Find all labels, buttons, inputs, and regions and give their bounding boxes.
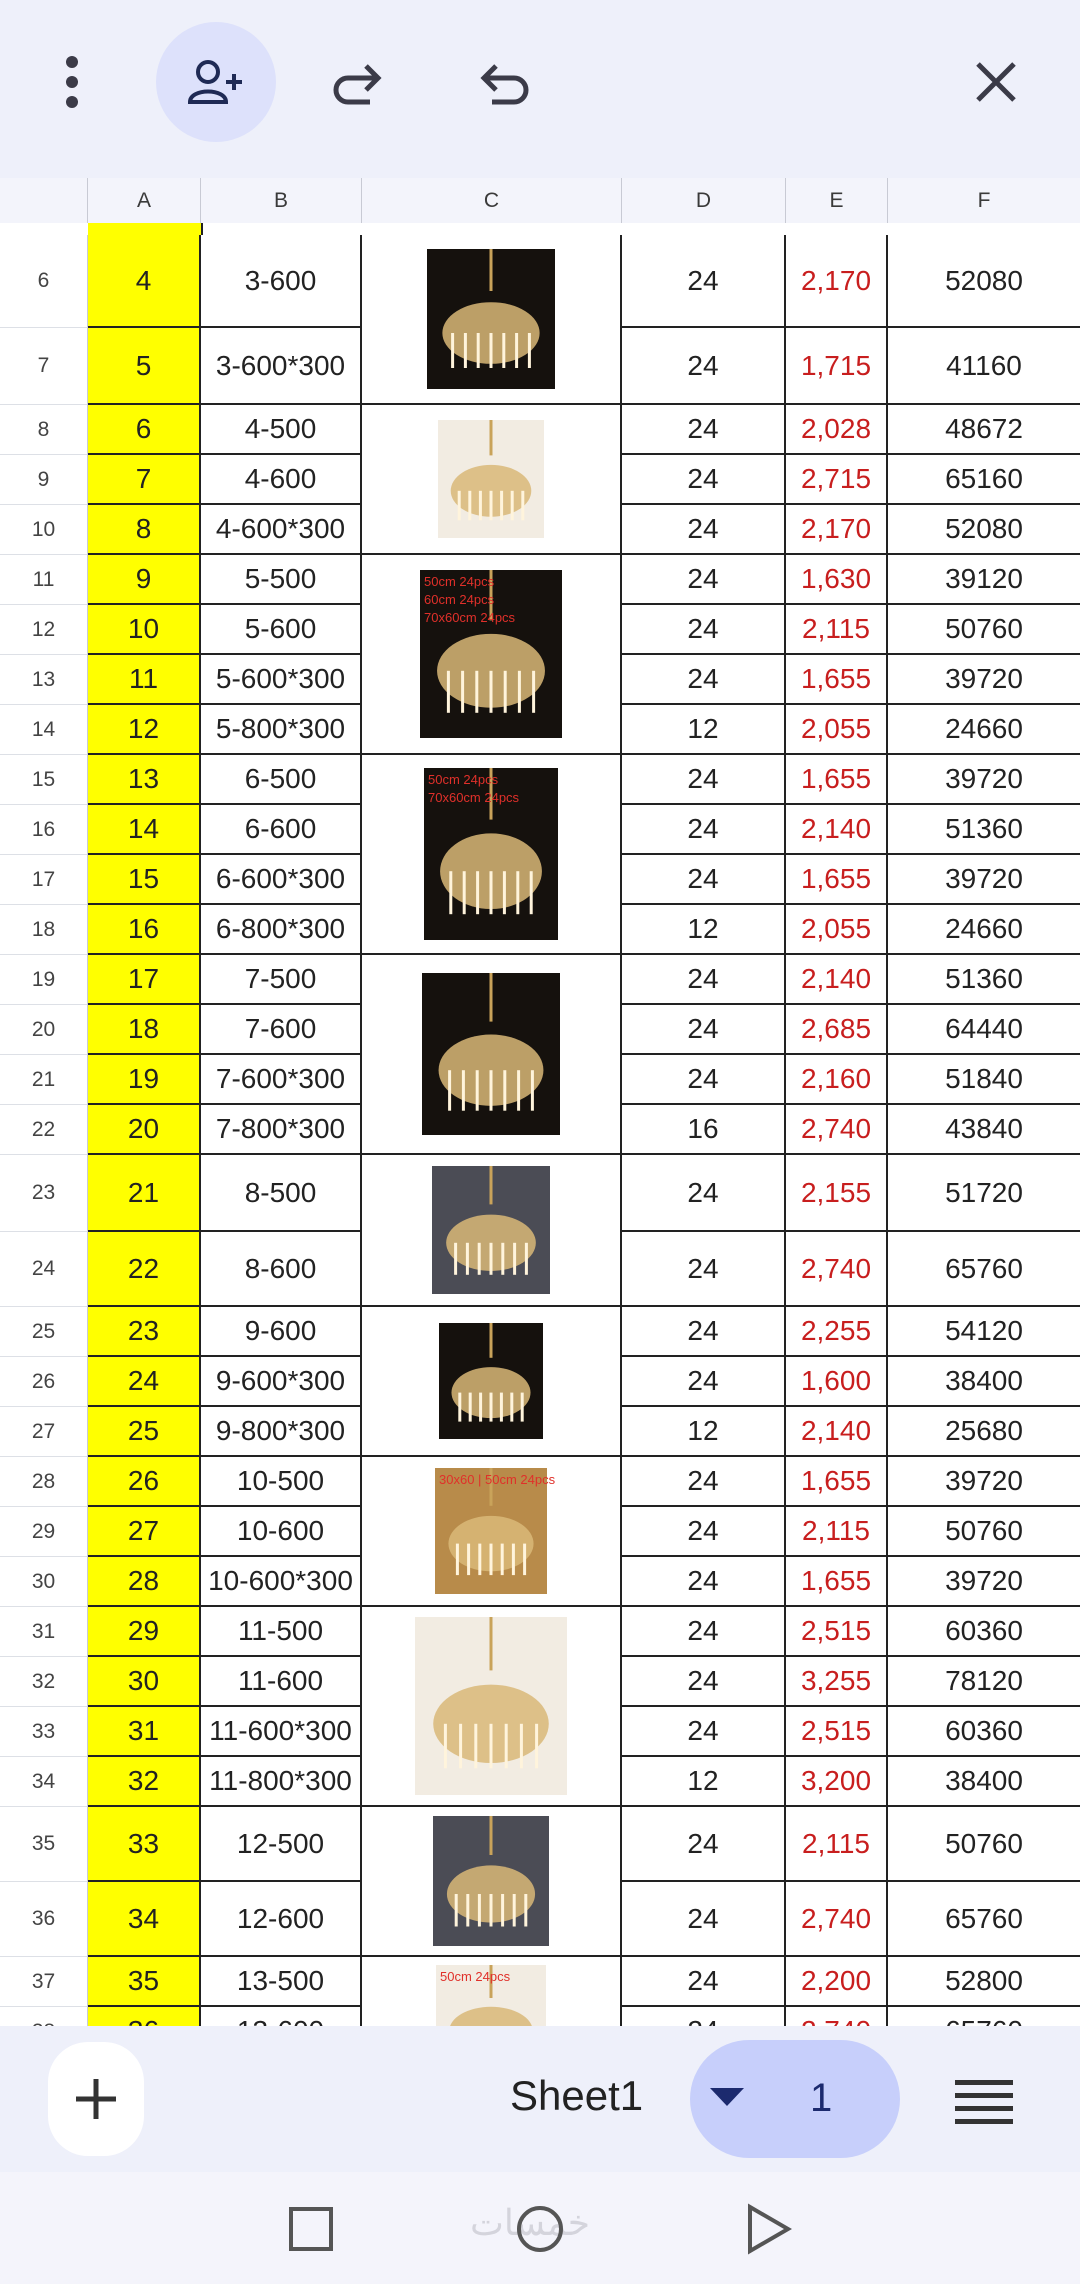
cell-total[interactable]: 65160 — [888, 455, 1080, 505]
cell-item-number[interactable]: 27 — [88, 1507, 201, 1557]
cell-model-size[interactable]: 12-500 — [201, 1807, 362, 1882]
cell-unit-price[interactable]: 2,140 — [786, 1407, 888, 1457]
add-person-icon — [188, 58, 244, 106]
merged-image-cell[interactable] — [362, 1607, 622, 1807]
cell-total[interactable]: 39720 — [888, 755, 1080, 805]
cell-model-size[interactable]: 6-600 — [201, 805, 362, 855]
cell-quantity[interactable]: 12 — [622, 1407, 786, 1457]
cell-total[interactable]: 24660 — [888, 705, 1080, 755]
cell-quantity[interactable]: 24 — [622, 1957, 786, 2007]
cell-model-size[interactable]: 3-600*300 — [201, 328, 362, 405]
row-number[interactable]: 28 — [0, 1457, 88, 1507]
image-handwritten-label: 60cm 24pcs — [424, 592, 495, 607]
watermark-text: خمسات — [470, 2202, 591, 2243]
chandelier-linear-image[interactable] — [422, 973, 560, 1135]
cell-item-number[interactable]: 9 — [88, 555, 201, 605]
cell-item-number[interactable]: 24 — [88, 1357, 201, 1407]
cell-item-number[interactable]: 7 — [88, 455, 201, 505]
close-icon — [974, 60, 1018, 104]
merged-image-cell[interactable] — [362, 1457, 622, 1607]
chandelier-tiered-image[interactable] — [420, 570, 562, 738]
row-number[interactable]: 15 — [0, 755, 88, 805]
undo-icon — [476, 60, 532, 104]
sheets-menu-icon[interactable] — [955, 2080, 1013, 2132]
cell-total[interactable]: 52080 — [888, 235, 1080, 328]
home-circle-icon[interactable] — [515, 2204, 565, 2254]
row-number[interactable]: 36 — [0, 1882, 88, 1957]
row-number[interactable]: 7 — [0, 328, 88, 405]
cell-total[interactable]: 50760 — [888, 1807, 1080, 1882]
cell-total[interactable]: 50760 — [888, 1507, 1080, 1557]
sheet-tab-name[interactable]: Sheet1 — [510, 2072, 644, 2119]
cell-quantity[interactable]: 24 — [622, 1557, 786, 1607]
cell-model-size[interactable]: 10-600*300 — [201, 1557, 362, 1607]
cell-unit-price[interactable]: 2,200 — [786, 1957, 888, 2007]
cell-total[interactable]: 24660 — [888, 905, 1080, 955]
cell-model-size[interactable]: 3-600 — [201, 235, 362, 328]
cell-unit-price[interactable]: 1,655 — [786, 855, 888, 905]
merged-image-cell[interactable] — [362, 1807, 622, 1957]
dropdown-arrow-icon — [710, 2088, 744, 2108]
row-number[interactable]: 37 — [0, 1957, 88, 2007]
row-number[interactable]: 33 — [0, 1707, 88, 1757]
cell-item-number[interactable]: 16 — [88, 905, 201, 955]
row-number[interactable]: 22 — [0, 1105, 88, 1155]
cell-total[interactable]: 52800 — [888, 1957, 1080, 2007]
cell-quantity[interactable]: 24 — [622, 328, 786, 405]
cell-quantity[interactable]: 24 — [622, 605, 786, 655]
cell-quantity[interactable]: 24 — [622, 1607, 786, 1657]
image-handwritten-label: 50cm 24pcs — [424, 574, 495, 589]
cell-unit-price[interactable]: 3,200 — [786, 1757, 888, 1807]
image-handwritten-label: 50cm 24pcs — [428, 772, 499, 787]
cell-unit-price[interactable]: 2,515 — [786, 1607, 888, 1657]
cell-model-size[interactable]: 4-600 — [201, 455, 362, 505]
cell-quantity[interactable]: 24 — [622, 555, 786, 605]
cell-quantity[interactable]: 12 — [622, 705, 786, 755]
cell-total[interactable]: 41160 — [888, 328, 1080, 405]
recents-square-icon[interactable] — [288, 2206, 334, 2252]
cell-model-size[interactable]: 11-600 — [201, 1657, 362, 1707]
cell-unit-price[interactable]: 2,055 — [786, 705, 888, 755]
more-options-button[interactable] — [12, 22, 132, 142]
chandelier-wave-image[interactable] — [439, 1323, 543, 1439]
cell-total[interactable]: 43840 — [888, 1105, 1080, 1155]
cell-unit-price[interactable]: 1,655 — [786, 655, 888, 705]
cell-quantity[interactable]: 24 — [622, 505, 786, 555]
cell-item-number[interactable]: 23 — [88, 1307, 201, 1357]
chandelier-drum-image[interactable] — [432, 1166, 550, 1294]
cell-item-number[interactable]: 28 — [88, 1557, 201, 1607]
cell-model-size[interactable]: 7-600 — [201, 1005, 362, 1055]
cell-total[interactable]: 60360 — [888, 1607, 1080, 1657]
cell-quantity[interactable]: 24 — [622, 1657, 786, 1707]
row-number[interactable]: 20 — [0, 1005, 88, 1055]
cell-total[interactable]: 65760 — [888, 1882, 1080, 1957]
cell-model-size[interactable]: 10-600 — [201, 1507, 362, 1557]
row-number[interactable]: 11 — [0, 555, 88, 605]
cell-item-number[interactable]: 17 — [88, 955, 201, 1005]
cell-quantity[interactable]: 24 — [622, 1807, 786, 1882]
cell-total[interactable]: 52080 — [888, 505, 1080, 555]
cell-item-number[interactable]: 21 — [88, 1155, 201, 1232]
cell-model-size[interactable]: 5-500 — [201, 555, 362, 605]
cell-unit-price[interactable]: 2,740 — [786, 1882, 888, 1957]
cell-model-size[interactable]: 6-500 — [201, 755, 362, 805]
merged-image-cell[interactable] — [362, 955, 622, 1155]
sheet-count: 1 — [810, 2076, 833, 2120]
cell-item-number[interactable]: 20 — [88, 1105, 201, 1155]
select-all-corner[interactable] — [0, 178, 88, 223]
cell-unit-price[interactable]: 2,160 — [786, 1055, 888, 1105]
cell-model-size[interactable]: 7-600*300 — [201, 1055, 362, 1105]
cell-item-number[interactable]: 10 — [88, 605, 201, 655]
cell-quantity[interactable]: 24 — [622, 805, 786, 855]
column-header-f[interactable]: F — [977, 189, 991, 212]
add-sheet-button[interactable] — [48, 2042, 144, 2156]
cell-unit-price[interactable]: 2,170 — [786, 235, 888, 328]
cell-unit-price[interactable]: 1,715 — [786, 328, 888, 405]
cell-quantity[interactable]: 24 — [622, 405, 786, 455]
row-number[interactable]: 32 — [0, 1657, 88, 1707]
cell-unit-price[interactable]: 3,255 — [786, 1657, 888, 1707]
row-number[interactable]: 35 — [0, 1807, 88, 1882]
top-toolbar — [0, 0, 1080, 178]
column-header-bar — [0, 178, 1080, 224]
cell-total[interactable]: 60360 — [888, 1707, 1080, 1757]
row-number[interactable]: 24 — [0, 1232, 88, 1307]
cell-total[interactable]: 38400 — [888, 1757, 1080, 1807]
cell-item-number[interactable]: 34 — [88, 1882, 201, 1957]
cell-model-size[interactable]: 5-600*300 — [201, 655, 362, 705]
merged-image-cell[interactable] — [362, 1155, 622, 1307]
cell-unit-price[interactable]: 2,140 — [786, 955, 888, 1005]
cell-model-size[interactable]: 4-600*300 — [201, 505, 362, 555]
cell-unit-price[interactable]: 1,630 — [786, 555, 888, 605]
cell-total[interactable]: 51360 — [888, 805, 1080, 855]
row-number[interactable]: 26 — [0, 1357, 88, 1407]
cell-item-number[interactable]: 6 — [88, 405, 201, 455]
row-number[interactable]: 10 — [0, 505, 88, 555]
cell-model-size[interactable]: 11-500 — [201, 1607, 362, 1657]
row-number[interactable]: 25 — [0, 1307, 88, 1357]
system-nav-bar — [0, 2172, 1080, 2284]
cell-model-size[interactable]: 13-500 — [201, 1957, 362, 2007]
cell-unit-price[interactable]: 2,115 — [786, 1507, 888, 1557]
cell-item-number[interactable]: 18 — [88, 1005, 201, 1055]
cell-item-number[interactable]: 13 — [88, 755, 201, 805]
merged-image-cell[interactable] — [362, 555, 622, 755]
merged-image-cell[interactable] — [362, 235, 622, 405]
row-number[interactable]: 13 — [0, 655, 88, 705]
cell-quantity[interactable]: 24 — [622, 1055, 786, 1105]
cell-unit-price[interactable]: 2,740 — [786, 1105, 888, 1155]
cell-quantity[interactable]: 24 — [622, 1155, 786, 1232]
undo-button[interactable] — [444, 22, 564, 142]
cell-total[interactable]: 39720 — [888, 655, 1080, 705]
cell-total[interactable]: 65760 — [888, 1232, 1080, 1307]
chandelier-tiered-image[interactable] — [424, 768, 558, 940]
cell-model-size[interactable]: 5-600 — [201, 605, 362, 655]
row-number[interactable]: 9 — [0, 455, 88, 505]
more-vert-icon — [64, 55, 80, 109]
merged-image-cell[interactable] — [362, 755, 622, 955]
cell-quantity[interactable]: 24 — [622, 1707, 786, 1757]
image-handwritten-label: 70x60cm 24pcs — [428, 790, 520, 805]
row-number[interactable]: 16 — [0, 805, 88, 855]
row-number[interactable]: 34 — [0, 1757, 88, 1807]
cell-unit-price[interactable]: 2,140 — [786, 805, 888, 855]
cell-model-size[interactable]: 6-600*300 — [201, 855, 362, 905]
cell-item-number[interactable]: 12 — [88, 705, 201, 755]
cell-unit-price[interactable]: 1,655 — [786, 755, 888, 805]
cell-quantity[interactable]: 24 — [622, 1005, 786, 1055]
cell-item-number[interactable]: 11 — [88, 655, 201, 705]
cell-item-number[interactable]: 30 — [88, 1657, 201, 1707]
cell-total[interactable]: 50760 — [888, 605, 1080, 655]
cell-item-number[interactable]: 31 — [88, 1707, 201, 1757]
cell-model-size[interactable]: 11-600*300 — [201, 1707, 362, 1757]
cell-model-size[interactable]: 8-500 — [201, 1155, 362, 1232]
cell-quantity[interactable]: 24 — [622, 755, 786, 805]
column-header-a[interactable]: A — [88, 178, 201, 223]
cell-unit-price[interactable]: 2,715 — [786, 455, 888, 505]
spreadsheet-grid[interactable] — [0, 223, 1080, 2026]
cell-quantity[interactable]: 16 — [622, 1105, 786, 1155]
cell-total[interactable]: 39120 — [888, 555, 1080, 605]
cell-item-number[interactable]: 4 — [88, 235, 201, 328]
cell-model-size[interactable]: 4-500 — [201, 405, 362, 455]
cell-unit-price[interactable]: 2,740 — [786, 1232, 888, 1307]
row-number[interactable]: 29 — [0, 1507, 88, 1557]
cell-total[interactable]: 39720 — [888, 1557, 1080, 1607]
cell-item-number[interactable]: 35 — [88, 1957, 201, 2007]
cell-unit-price[interactable]: 2,515 — [786, 1707, 888, 1757]
row-number[interactable]: 27 — [0, 1407, 88, 1457]
chandelier-gold-image[interactable] — [435, 1468, 556, 1594]
redo-button[interactable] — [298, 22, 418, 142]
partial-row-above — [88, 223, 203, 235]
merged-image-cell[interactable] — [362, 1307, 622, 1457]
cell-model-size[interactable]: 7-800*300 — [201, 1105, 362, 1155]
cell-quantity[interactable]: 24 — [622, 455, 786, 505]
cell-total[interactable]: 39720 — [888, 1457, 1080, 1507]
cell-total[interactable]: 51360 — [888, 955, 1080, 1005]
cell-model-size[interactable]: 5-800*300 — [201, 705, 362, 755]
cell-model-size[interactable]: 7-500 — [201, 955, 362, 1005]
cell-unit-price[interactable]: 2,155 — [786, 1155, 888, 1232]
chandelier-ring-image[interactable] — [427, 249, 555, 389]
cell-model-size[interactable]: 10-500 — [201, 1457, 362, 1507]
cell-item-number[interactable]: 5 — [88, 328, 201, 405]
cell-quantity[interactable]: 24 — [622, 1457, 786, 1507]
close-button[interactable] — [936, 22, 1056, 142]
row-number[interactable]: 21 — [0, 1055, 88, 1105]
image-handwritten-label: 30x60 | 50cm 24pcs — [439, 1472, 556, 1487]
cell-unit-price[interactable]: 2,255 — [786, 1307, 888, 1357]
cell-unit-price[interactable]: 2,028 — [786, 405, 888, 455]
cell-model-size[interactable]: 9-600*300 — [201, 1357, 362, 1407]
row-number[interactable]: 17 — [0, 855, 88, 905]
row-number[interactable]: 30 — [0, 1557, 88, 1607]
row-number[interactable]: 8 — [0, 405, 88, 455]
cell-quantity[interactable]: 24 — [622, 235, 786, 328]
cell-item-number[interactable]: 19 — [88, 1055, 201, 1105]
redo-icon — [330, 60, 386, 104]
chandelier-bar-image[interactable] — [415, 1617, 567, 1795]
cell-item-number[interactable]: 22 — [88, 1232, 201, 1307]
cell-item-number[interactable]: 26 — [88, 1457, 201, 1507]
column-header-e[interactable]: E — [786, 178, 888, 223]
cell-model-size[interactable]: 11-800*300 — [201, 1757, 362, 1807]
cell-quantity[interactable]: 24 — [622, 655, 786, 705]
image-handwritten-label: 70x60cm 24pcs — [424, 610, 516, 625]
cell-unit-price[interactable]: 2,115 — [786, 1807, 888, 1882]
row-number[interactable]: 18 — [0, 905, 88, 955]
cell-quantity[interactable]: 24 — [622, 1307, 786, 1357]
back-triangle-icon[interactable] — [746, 2204, 792, 2254]
cell-quantity[interactable]: 12 — [622, 905, 786, 955]
cell-model-size[interactable]: 12-600 — [201, 1882, 362, 1957]
cell-unit-price[interactable]: 2,115 — [786, 605, 888, 655]
column-header-c[interactable]: C — [362, 178, 622, 223]
row-number[interactable]: 31 — [0, 1607, 88, 1657]
cell-unit-price[interactable]: 2,170 — [786, 505, 888, 555]
row-number[interactable]: 19 — [0, 955, 88, 1005]
cell-item-number[interactable]: 15 — [88, 855, 201, 905]
cell-unit-price[interactable]: 1,655 — [786, 1557, 888, 1607]
cell-total[interactable]: 51720 — [888, 1155, 1080, 1232]
cell-unit-price[interactable]: 1,655 — [786, 1457, 888, 1507]
cell-quantity[interactable]: 24 — [622, 855, 786, 905]
cell-total[interactable]: 51840 — [888, 1055, 1080, 1105]
cell-total[interactable]: 64440 — [888, 1005, 1080, 1055]
image-handwritten-label: 50cm 24pcs — [440, 1969, 511, 1984]
cell-item-number[interactable]: 29 — [88, 1607, 201, 1657]
sheet-bar — [0, 2026, 1080, 2172]
chandelier-crystal-image[interactable] — [438, 420, 544, 538]
cell-total[interactable]: 38400 — [888, 1357, 1080, 1407]
cell-item-number[interactable]: 32 — [88, 1757, 201, 1807]
cell-model-size[interactable]: 9-600 — [201, 1307, 362, 1357]
cell-total[interactable]: 48672 — [888, 405, 1080, 455]
cell-model-size[interactable]: 9-800*300 — [201, 1407, 362, 1457]
cell-item-number[interactable]: 25 — [88, 1407, 201, 1457]
cell-total[interactable]: 78120 — [888, 1657, 1080, 1707]
plus-icon — [74, 2077, 118, 2121]
cell-item-number[interactable]: 33 — [88, 1807, 201, 1882]
cell-total[interactable]: 39720 — [888, 855, 1080, 905]
cell-total[interactable]: 54120 — [888, 1307, 1080, 1357]
cell-quantity[interactable]: 24 — [622, 1232, 786, 1307]
chandelier-round-image[interactable] — [433, 1816, 549, 1946]
cell-unit-price[interactable]: 2,055 — [786, 905, 888, 955]
cell-model-size[interactable]: 8-600 — [201, 1232, 362, 1307]
row-number[interactable]: 23 — [0, 1155, 88, 1232]
cell-quantity[interactable]: 24 — [622, 955, 786, 1005]
cell-item-number[interactable]: 8 — [88, 505, 201, 555]
share-add-person-button[interactable] — [156, 22, 276, 142]
cell-unit-price[interactable]: 2,685 — [786, 1005, 888, 1055]
column-header-d[interactable]: D — [622, 178, 786, 223]
cell-quantity[interactable]: 24 — [622, 1507, 786, 1557]
row-number[interactable]: 12 — [0, 605, 88, 655]
column-header-b[interactable]: B — [201, 178, 362, 223]
row-number[interactable]: 14 — [0, 705, 88, 755]
cell-model-size[interactable]: 6-800*300 — [201, 905, 362, 955]
sheet-selector-pill[interactable] — [690, 2040, 900, 2158]
cell-quantity[interactable]: 12 — [622, 1757, 786, 1807]
cell-item-number[interactable]: 14 — [88, 805, 201, 855]
cell-unit-price[interactable]: 1,600 — [786, 1357, 888, 1407]
cell-quantity[interactable]: 24 — [622, 1882, 786, 1957]
cell-total[interactable]: 25680 — [888, 1407, 1080, 1457]
cell-quantity[interactable]: 24 — [622, 1357, 786, 1407]
row-number[interactable]: 6 — [0, 235, 88, 328]
merged-image-cell[interactable] — [362, 405, 622, 555]
